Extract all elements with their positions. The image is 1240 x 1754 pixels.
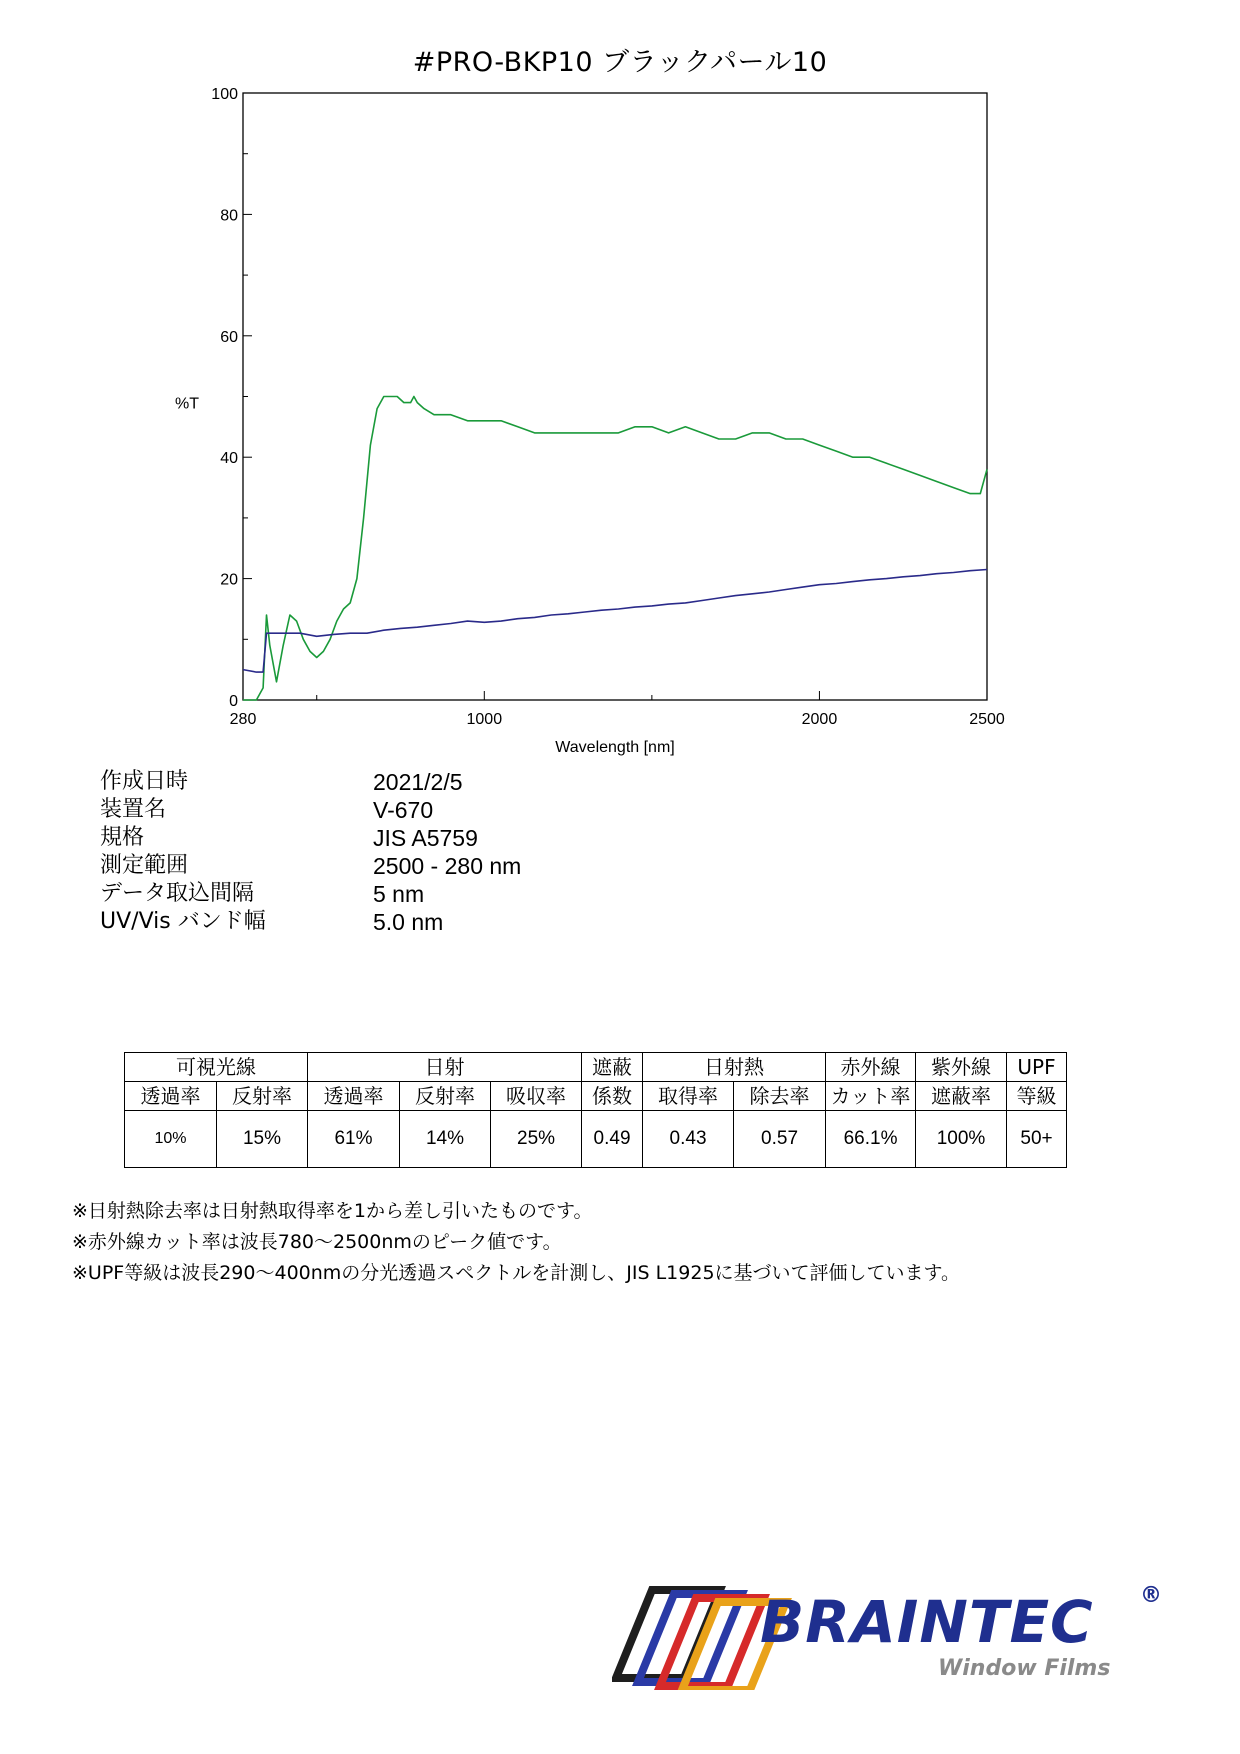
value-ir-cut: 66.1% (826, 1111, 916, 1168)
header-shade-top: 遮蔽 (582, 1053, 643, 1082)
value-uv-block: 100% (916, 1111, 1007, 1168)
value-upf: 50+ (1007, 1111, 1067, 1168)
chart-labels (175, 86, 1005, 756)
info-value: V-670 (373, 797, 434, 823)
info-key: データ取込間隔 (100, 881, 255, 906)
y-tick-label: 60 (220, 328, 238, 346)
brand-name: BRAINTEC (760, 1588, 1094, 1656)
info-row (100, 852, 521, 880)
value-heat-rej: 0.57 (734, 1111, 826, 1168)
page-title: #PRO-BKP10 ブラックパール10 (412, 47, 828, 78)
header-upf-top: UPF (1007, 1053, 1067, 1082)
info-key: UV/Vis バンド幅 (100, 909, 266, 934)
chart-series (243, 397, 987, 701)
y-tick-label: 0 (229, 693, 238, 710)
value-sol-abs: 25% (491, 1111, 582, 1168)
sub-sol-trans: 透過率 (308, 1082, 400, 1111)
value-vis-refl: 15% (217, 1111, 308, 1168)
info-key: 作成日時 (100, 769, 189, 794)
brand-subtitle: Window Films (938, 1656, 1111, 1681)
info-key: 測定範囲 (100, 853, 189, 878)
header-ir-top: 赤外線 (826, 1053, 916, 1082)
notes (72, 1196, 960, 1289)
sub-sol-abs: 吸収率 (491, 1082, 582, 1111)
sub-shade-bottom: 係数 (582, 1082, 643, 1111)
value-vis-trans: 10% (125, 1111, 217, 1168)
info-row (100, 768, 521, 796)
x-axis-label: Wavelength [nm] (555, 739, 675, 756)
y-tick-label: 100 (211, 86, 238, 103)
note-line: ※UPF等級は波長290～400nmの分光透過スペクトルを計測し、JIS L1925に基づいて評価しています。 (72, 1262, 961, 1284)
info-row (100, 824, 521, 852)
series-line-1 (243, 397, 987, 701)
sub-sol-refl: 反射率 (400, 1082, 491, 1111)
note-line: ※日射熱除去率は日射熱取得率を1から差し引いたものです。 (72, 1200, 593, 1222)
table-subheader-row (125, 1082, 1067, 1111)
info-key: 装置名 (100, 797, 167, 822)
table-value-row (125, 1111, 1067, 1168)
header-solar: 日射 (308, 1053, 582, 1082)
value-shading-coef: 0.49 (582, 1111, 643, 1168)
x-tick-label: 2500 (969, 711, 1005, 728)
header-heat: 日射熱 (643, 1053, 826, 1082)
x-tick-label: 1000 (466, 711, 503, 728)
sub-ir-bottom: カット率 (826, 1082, 916, 1111)
sub-heat-rej: 除去率 (734, 1082, 826, 1111)
info-value: 2021/2/5 (373, 769, 463, 795)
performance-table (124, 1052, 1067, 1168)
y-axis-label: %T (175, 395, 199, 413)
sub-heat-gain: 取得率 (643, 1082, 734, 1111)
y-tick-label: 80 (220, 207, 238, 225)
value-heat-gain: 0.43 (643, 1111, 734, 1168)
sub-uv-bottom: 遮蔽率 (916, 1082, 1007, 1111)
x-tick-label: 280 (229, 711, 257, 728)
info-row (100, 880, 521, 908)
table-header-row (125, 1053, 1067, 1082)
value-sol-refl: 14% (400, 1111, 491, 1168)
info-row (100, 796, 521, 824)
header-visible: 可視光線 (125, 1053, 308, 1082)
value-sol-trans: 61% (308, 1111, 400, 1168)
info-value: 5 nm (373, 881, 425, 907)
measurement-info (100, 768, 521, 936)
info-value: 5.0 nm (373, 909, 444, 935)
info-value: 2500 - 280 nm (373, 853, 522, 879)
transmittance-chart (0, 0, 1240, 780)
note-line: ※赤外線カット率は波長780～2500nmのピーク値です。 (72, 1231, 562, 1253)
info-key: 規格 (100, 825, 145, 850)
info-row (100, 908, 521, 936)
sub-upf-bottom: 等級 (1007, 1082, 1067, 1111)
x-tick-label: 2000 (801, 711, 838, 728)
sub-vis-refl: 反射率 (217, 1082, 308, 1111)
header-uv-top: 紫外線 (916, 1053, 1007, 1082)
y-tick-label: 20 (220, 571, 238, 589)
y-tick-label: 40 (220, 450, 238, 468)
info-value: JIS A5759 (373, 825, 478, 851)
registered-mark: ® (1140, 1583, 1162, 1608)
sub-vis-trans: 透過率 (125, 1082, 217, 1111)
